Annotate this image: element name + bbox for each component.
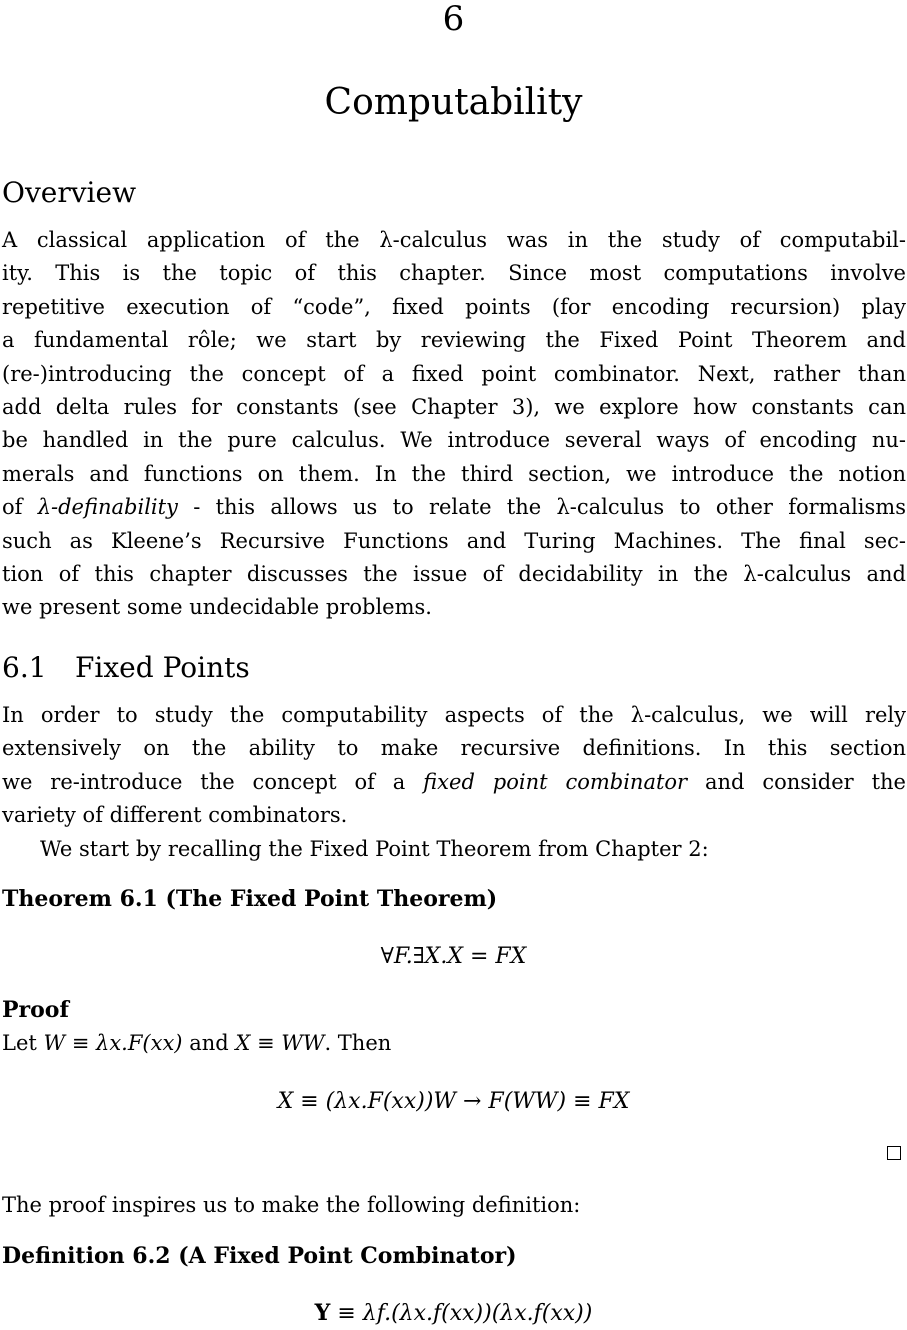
overview-line: repetitive execution of “code”, fixed points (for encoding recursion) play bbox=[2, 294, 906, 319]
chapter-title: Computability bbox=[324, 82, 583, 123]
theorem-formula: ∀F.∃X.X = FX bbox=[380, 944, 527, 969]
overview-line: such as Kleene’s Recursive Functions and Turing Machines. The final sec- bbox=[2, 528, 906, 553]
overview-line: ity. This is the topic of this chapter. Since most computations involve bbox=[2, 261, 906, 286]
fixed-points-line: In order to study the computability aspects of the λ-calculus, we will rely bbox=[2, 703, 906, 727]
fixed-points-line: variety of different combinators. bbox=[2, 803, 348, 828]
proof-w-def: W ≡ λx.F(xx) bbox=[43, 1031, 183, 1055]
y-combinator-symbol: Y bbox=[314, 1300, 331, 1326]
proof-and: and bbox=[182, 1031, 236, 1055]
chapter-number: 6 bbox=[442, 0, 465, 39]
fixed-points-paragraph bbox=[2, 699, 906, 866]
fixed-points-line: We start by recalling the Fixed Point Theorem from Chapter 2: bbox=[40, 836, 709, 861]
proof-then: . Then bbox=[324, 1031, 392, 1055]
proof-heading: Proof bbox=[2, 997, 69, 1023]
overview-line: we present some undecidable problems. bbox=[2, 595, 432, 620]
proof-formula: X ≡ (λx.F(xx))W → F(WW) ≡ FX bbox=[277, 1089, 630, 1114]
fixed-points-line: extensively on the ability to make recursive definitions. In this section bbox=[2, 736, 906, 761]
overview-line: tion of this chapter discusses the issue of decidability in the λ-calculus and bbox=[2, 562, 906, 587]
overview-line: (re-)introducing the concept of a fixed point combinator. Next, rather than bbox=[2, 361, 906, 386]
fixed-point-combinator-term: fixed point combinator bbox=[423, 769, 688, 794]
after-proof-line: The proof inspires us to make the following definition: bbox=[2, 1193, 581, 1217]
theorem-heading: Theorem 6.1 (The Fixed Point Theorem) bbox=[2, 886, 498, 912]
section-heading-fixed-points bbox=[2, 651, 250, 685]
overview-line: a fundamental rôle; we start by reviewing the Fixed Point Theorem and bbox=[2, 328, 906, 353]
overview-line: A classical application of the λ-calculus was in the study of computabil- bbox=[2, 228, 906, 252]
proof-x-def: X ≡ WW bbox=[235, 1031, 325, 1055]
after-proof-paragraph bbox=[2, 1189, 906, 1222]
overview-paragraph bbox=[2, 224, 906, 625]
proof-line bbox=[2, 1027, 906, 1060]
section-title: Fixed Points bbox=[75, 651, 250, 684]
lambda-definability-term: λ-definability bbox=[37, 495, 178, 520]
line-prefix: we re-introduce the concept of a bbox=[2, 769, 424, 794]
overview-line: be handled in the pure calculus. We introduce several ways of encoding nu- bbox=[2, 428, 906, 453]
overview-line: add delta rules for constants (see Chapter 3), we explore how constants can bbox=[2, 395, 906, 420]
overview-line: merals and functions on them. In the third section, we introduce the notion bbox=[2, 461, 906, 486]
proof-text bbox=[2, 1027, 906, 1060]
line-rest: and consider the bbox=[687, 769, 906, 794]
overview-heading: Overview bbox=[2, 176, 137, 209]
fixed-points-line bbox=[2, 766, 906, 799]
definition-formula-body: ≡ λf.(λx.f(xx))(λx.f(xx)) bbox=[330, 1301, 593, 1326]
definition-heading: Definition 6.2 (A Fixed Point Combinator) bbox=[2, 1243, 517, 1269]
qed-symbol bbox=[887, 1146, 901, 1160]
section-number: 6.1 bbox=[2, 651, 47, 684]
proof-let: Let bbox=[2, 1031, 44, 1055]
overview-line-prefix: of bbox=[2, 495, 38, 520]
overview-line-rest: - this allows us to relate the λ-calculus to other formalisms bbox=[177, 495, 906, 520]
overview-line bbox=[2, 491, 906, 524]
definition-formula bbox=[0, 1297, 907, 1330]
